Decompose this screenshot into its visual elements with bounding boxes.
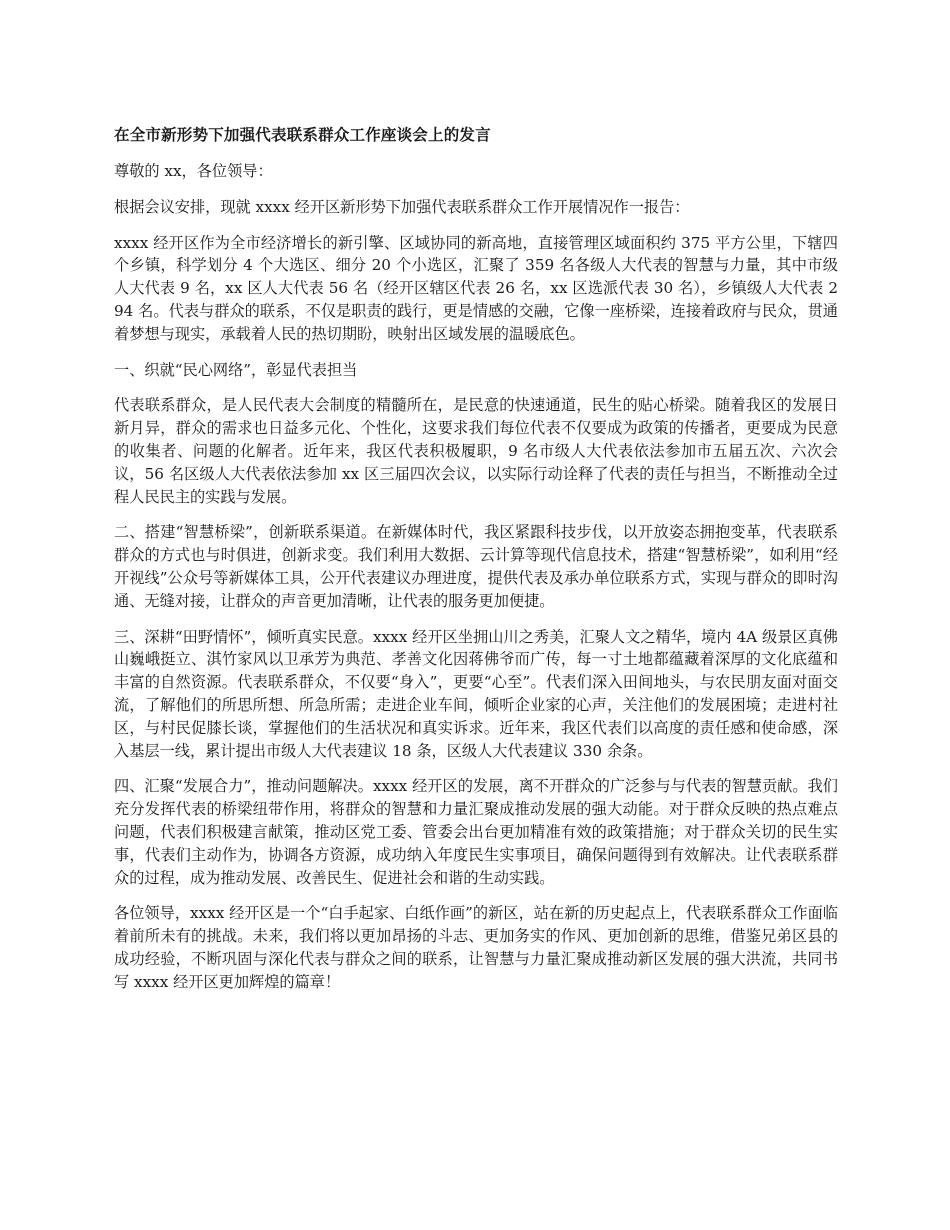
- section-4-paragraph: 四、汇聚“发展合力”，推动问题解决。xxxx 经开区的发展，离不开群众的广泛参与与代表的智慧贡献。我们充分发挥代表的桥梁纽带作用，将群众的智慧和力量汇聚成推动发展的强大动能。对于群众反映的热点难点问题，代表们积极建言献策，推动区党工委、管委会出台更加精准有效的政策措施；对于群众关切的民生实事，代表们主动作为，协调各方资源，成功纳入年度民生实事项目，确保问题得到有效解决。让代表联系群众的过程，成为推动发展、改善民生、促进社会和谐的生动实践。: [114, 777, 838, 887]
- section-1-paragraph: 代表联系群众，是人民代表大会制度的精髓所在，是民意的快速通道，民生的贴心桥梁。随着我区的发展日新月异，群众的需求也日益多元化、个性化，这要求我们每位代表不仅要成为政策的传播者，更要成为民意的收集者、问题的化解者。近年来，我区代表积极履职，9 名市级人大代表依法参加市五届五次、六次会议，56 名区级人大代表依法参加 xx 区三届四次会议，以实际行动诠释了代表的责任与担当，不断推动全过程人民民主的实践与发展。: [114, 396, 838, 506]
- intro-paragraph: 根据会议安排，现就 xxxx 经开区新形势下加强代表联系群众工作开展情况作一报告：: [114, 197, 690, 216]
- section-3-paragraph: 三、深耕“田野情怀”，倾听真实民意。xxxx 经开区坐拥山川之秀美，汇聚人文之精华，境内 4A 级景区真佛山巍峨挺立、淇竹家风以卫承芳为典范、孝善文化因蒋佛爷而广传，每一寸土地都蕴藏着深厚的文化底蕴和丰富的自然资源。代表联系群众，不仅要“身入”，更要“心至”。代表们深入田间地头，与农民朋友面对面交流，了解他们的所思所想、所急所需；走进企业车间，倾听企业家的心声，关注他们的发展困境；走进村社区，与村民促膝长谈，掌握他们的生活状况和真实诉求。近年来，我区代表们以高度的责任感和使命感，深入基层一线，累计提出市级人大代表建议 18 条，区级人大代表建议 330 余条。: [114, 627, 838, 760]
- section-heading-1: 一、织就“民心网络”，彰显代表担当: [114, 360, 358, 379]
- salutation: 尊敬的 xx，各位领导：: [114, 162, 273, 180]
- section-2-paragraph: 二、搭建“智慧桥梁”，创新联系渠道。在新媒体时代，我区紧跟科技步伐，以开放姿态拥抱变革，代表联系群众的方式也与时俱进，创新求变。我们利用大数据、云计算等现代信息技术，搭建“智慧桥梁”，如利用“经开视线”公众号等新媒体工具，公开代表建议办理进度，提供代表及承办单位联系方式，实现与群众的即时沟通、无缝对接，让群众的声音更加清晰，让代表的服务更加便捷。: [114, 523, 838, 610]
- overview-paragraph: xxxx 经开区作为全市经济增长的新引擎、区域协同的新高地，直接管理区域面积约 375 平方公里，下辖四个乡镇，科学划分 4 个大选区、细分 20 个小选区，汇聚了 359 名各级人大代表的智慧与力量，其中市级人大代表 9 名，xx 区人大代表 56 名（经开区辖区代表 26 名，xx 区选派代表 30 名），乡镇级人大代表 294 名。代表与群众的联系，不仅是职责的践行，更是情感的交融，它像一座桥梁，连接着政府与民众，贯通着梦想与现实，承载着人民的热切期盼，映射出区域发展的温暖底色。: [114, 233, 838, 343]
- document-title: 在全市新形势下加强代表联系群众工作座谈会上的发言: [114, 126, 491, 144]
- document-page: [114, 120, 838, 1007]
- closing-paragraph: 各位领导，xxxx 经开区是一个“白手起家、白纸作画”的新区，站在新的历史起点上，代表联系群众工作面临着前所未有的挑战。未来，我们将以更加昂扬的斗志、更加务实的作风、更加创新的思维，借鉴兄弟区县的成功经验，不断巩固与深化代表与群众之间的联系，让智慧与力量汇聚成推动新区发展的强大洪流，共同书写 xxxx 经开区更加辉煌的篇章！: [114, 904, 838, 991]
